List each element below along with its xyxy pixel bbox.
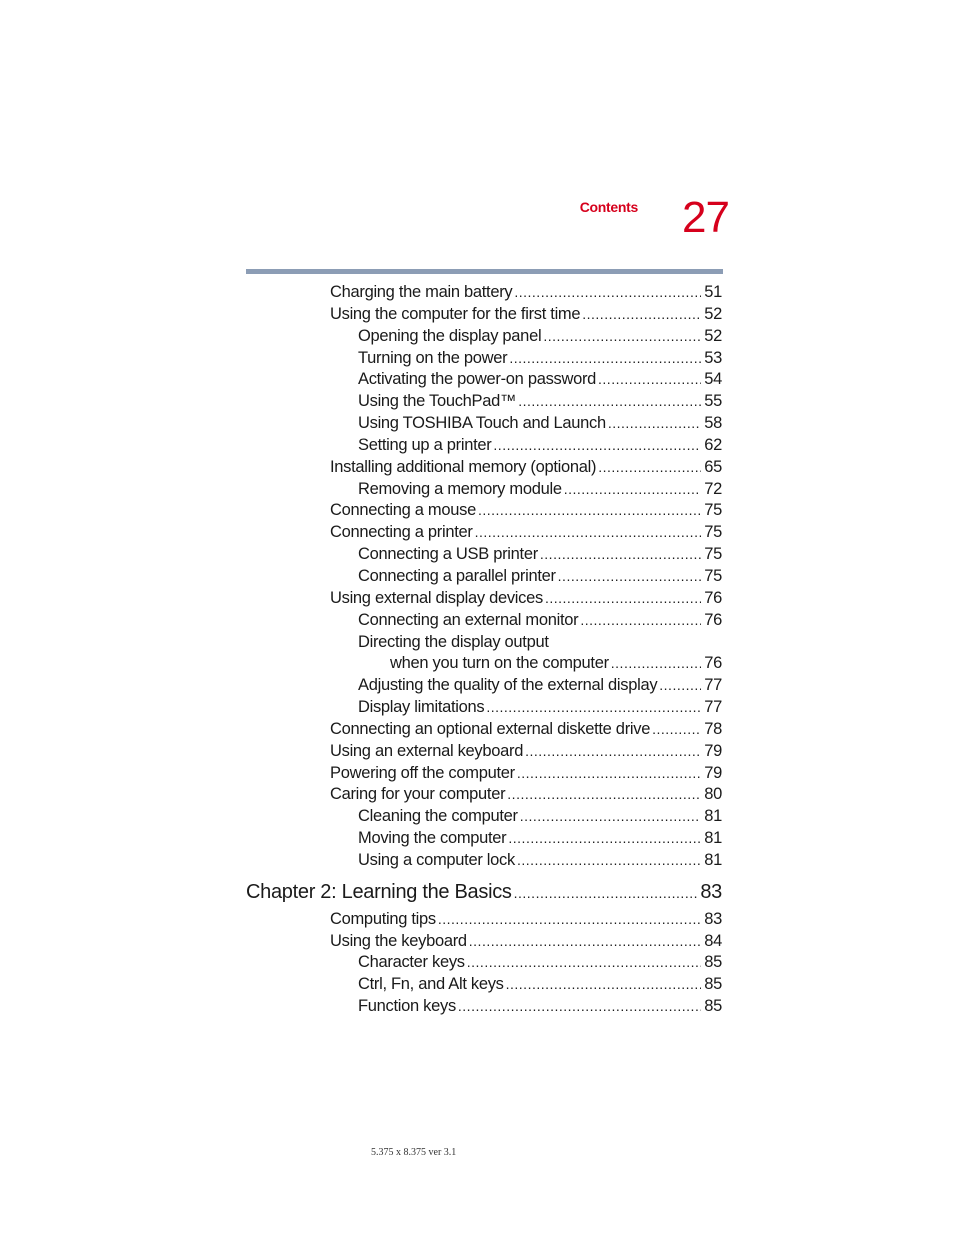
toc-entry[interactable] (358, 326, 722, 348)
toc-entry[interactable] (358, 348, 722, 370)
toc-entry-page: 55 (704, 392, 722, 411)
toc-dot-leader (475, 522, 702, 544)
toc-entry-page: 75 (704, 523, 722, 542)
toc-dot-leader (564, 479, 702, 501)
toc-entry-page: 65 (704, 457, 722, 476)
toc-entry[interactable] (358, 806, 722, 828)
toc-entry-page: 84 (704, 931, 722, 950)
toc-entry[interactable] (358, 952, 722, 974)
toc-entry[interactable] (358, 828, 722, 850)
toc-entry-page: 77 (704, 698, 722, 717)
table-of-contents (0, 282, 954, 1018)
toc-dot-leader (507, 784, 701, 806)
toc-entry-title: Using the TouchPad™ (358, 392, 517, 411)
toc-entry[interactable] (330, 909, 722, 931)
toc-entry[interactable] (358, 544, 722, 566)
toc-entry[interactable] (358, 996, 722, 1018)
toc-entry-page: 53 (704, 348, 722, 367)
toc-dot-leader (514, 877, 698, 909)
toc-dot-leader (580, 610, 701, 632)
toc-dot-leader (659, 675, 701, 697)
toc-dot-leader (558, 566, 702, 588)
toc-entry-title: Connecting a mouse (330, 501, 476, 520)
toc-entry[interactable] (330, 719, 722, 741)
toc-entry-page: 83 (700, 880, 722, 903)
toc-entry-page: 81 (704, 829, 722, 848)
toc-dot-leader (652, 719, 701, 741)
toc-entry-title: Opening the display panel (358, 326, 542, 345)
toc-entry[interactable] (330, 588, 722, 610)
toc-entry-title: Connecting an optional external diskette drive (330, 719, 651, 738)
toc-entry-title: Directing the display output (358, 632, 549, 651)
toc-entry-title: Setting up a printer (358, 435, 492, 454)
toc-entry[interactable] (358, 610, 722, 632)
toc-entry-page: 54 (704, 370, 722, 389)
toc-entry-page: 81 (704, 807, 722, 826)
toc-entry-title: Caring for your computer (330, 785, 506, 804)
toc-entry-page: 79 (704, 763, 722, 782)
toc-dot-leader (508, 828, 701, 850)
toc-entry-title: Character keys (358, 953, 465, 972)
toc-entry-title: Chapter 2: Learning the Basics (246, 880, 512, 903)
toc-entry-title: Using the computer for the first time (330, 304, 581, 323)
toc-entry[interactable] (330, 741, 722, 763)
toc-entry-page: 81 (704, 850, 722, 869)
toc-dot-leader (598, 457, 701, 479)
toc-entry[interactable] (358, 974, 722, 996)
toc-entry-page: 85 (704, 975, 722, 994)
toc-entry-title: Adjusting the quality of the external display (358, 676, 658, 695)
toc-entry[interactable] (358, 391, 722, 413)
toc-entry-page: 62 (704, 435, 722, 454)
toc-entry[interactable] (330, 931, 722, 953)
toc-entry-page: 76 (704, 654, 722, 673)
toc-dot-leader (608, 413, 701, 435)
toc-dot-leader (517, 763, 701, 785)
toc-entry-page: 75 (704, 501, 722, 520)
toc-entry[interactable] (358, 369, 722, 391)
toc-dot-leader (540, 544, 701, 566)
running-header-label: Contents (579, 199, 638, 215)
toc-entry[interactable] (358, 479, 722, 501)
toc-entry-page: 78 (704, 719, 722, 738)
toc-entry-page: 51 (704, 283, 722, 301)
toc-entry-page: 79 (704, 741, 722, 760)
toc-entry-title: Function keys (358, 997, 456, 1016)
toc-dot-leader (478, 500, 701, 522)
toc-entry-title: Connecting an external monitor (358, 610, 579, 629)
toc-dot-leader (467, 952, 701, 974)
toc-entry-title: Using external display devices (330, 588, 543, 607)
toc-entry[interactable] (330, 500, 722, 522)
toc-entry-page: 76 (704, 588, 722, 607)
toc-entry[interactable] (358, 413, 722, 435)
toc-entry-title: Using the keyboard (330, 931, 467, 950)
page-number: 27 (682, 193, 729, 242)
toc-entry-title: Removing a memory module (358, 479, 562, 498)
toc-entry-title: Installing additional memory (optional) (330, 457, 597, 476)
toc-dot-leader (525, 741, 701, 763)
toc-entry[interactable] (358, 850, 722, 872)
toc-entry-page: 77 (704, 676, 722, 695)
toc-entry-title: Using a computer lock (358, 850, 515, 869)
toc-dot-leader (520, 806, 702, 828)
footer-version-note: 5.375 x 8.375 ver 3.1 (371, 1147, 457, 1158)
toc-dot-leader (582, 304, 701, 326)
toc-entry-title: Using TOSHIBA Touch and Launch (358, 414, 606, 433)
toc-entry[interactable] (358, 632, 722, 654)
toc-dot-leader (611, 653, 701, 675)
toc-chapter-entry[interactable] (246, 876, 722, 908)
toc-entry[interactable] (358, 435, 722, 457)
toc-entry-title: Connecting a USB printer (358, 545, 538, 564)
toc-entry[interactable] (330, 304, 722, 326)
toc-entry-page: 83 (704, 909, 722, 928)
toc-dot-leader (438, 909, 701, 931)
toc-entry-title: Connecting a parallel printer (358, 566, 556, 585)
toc-entry-title: Moving the computer (358, 829, 507, 848)
toc-entry[interactable] (358, 675, 722, 697)
toc-entry-title: Display limitations (358, 698, 485, 717)
toc-dot-leader (469, 931, 701, 953)
toc-dot-leader (518, 391, 701, 413)
toc-entry-title: when you turn on the computer (390, 654, 609, 673)
toc-entry-title: Turning on the power (358, 348, 508, 367)
toc-entry-page: 85 (704, 997, 722, 1016)
header-rule (246, 269, 723, 274)
toc-entry-page: 52 (704, 326, 722, 345)
toc-entry[interactable] (330, 763, 722, 785)
toc-dot-leader (543, 326, 701, 348)
toc-entry-page: 85 (704, 953, 722, 972)
toc-entry-title: Using an external keyboard (330, 741, 524, 760)
toc-entry-page: 52 (704, 304, 722, 323)
toc-entry-title: Ctrl, Fn, and Alt keys (358, 975, 504, 994)
toc-entry-title: Activating the power-on password (358, 370, 597, 389)
toc-entry-page: 75 (704, 566, 722, 585)
toc-dot-leader (493, 435, 701, 457)
toc-entry-title: Connecting a printer (330, 523, 473, 542)
toc-dot-leader (517, 850, 701, 872)
toc-dot-leader (458, 996, 701, 1018)
toc-entry[interactable] (358, 566, 722, 588)
toc-dot-leader (598, 369, 701, 391)
toc-dot-leader (509, 348, 701, 370)
toc-entry[interactable] (330, 522, 722, 544)
toc-entry-page: 58 (704, 414, 722, 433)
toc-entry-title: Charging the main battery (330, 283, 513, 301)
toc-entry-title: Computing tips (330, 909, 436, 928)
toc-entry[interactable] (358, 697, 722, 719)
toc-entry-title: Powering off the computer (330, 763, 515, 782)
toc-entry[interactable] (330, 457, 722, 479)
toc-entry-title: Cleaning the computer (358, 807, 518, 826)
toc-entry-page: 72 (704, 479, 722, 498)
toc-entry[interactable] (390, 653, 722, 675)
toc-entry-page: 75 (704, 545, 722, 564)
toc-dot-leader (506, 974, 702, 996)
toc-entry[interactable] (330, 784, 722, 806)
toc-entry[interactable] (330, 282, 722, 304)
toc-entry-page: 80 (704, 785, 722, 804)
toc-dot-leader (514, 282, 701, 304)
toc-dot-leader (545, 588, 701, 610)
toc-dot-leader (486, 697, 701, 719)
toc-entry-page: 76 (704, 610, 722, 629)
